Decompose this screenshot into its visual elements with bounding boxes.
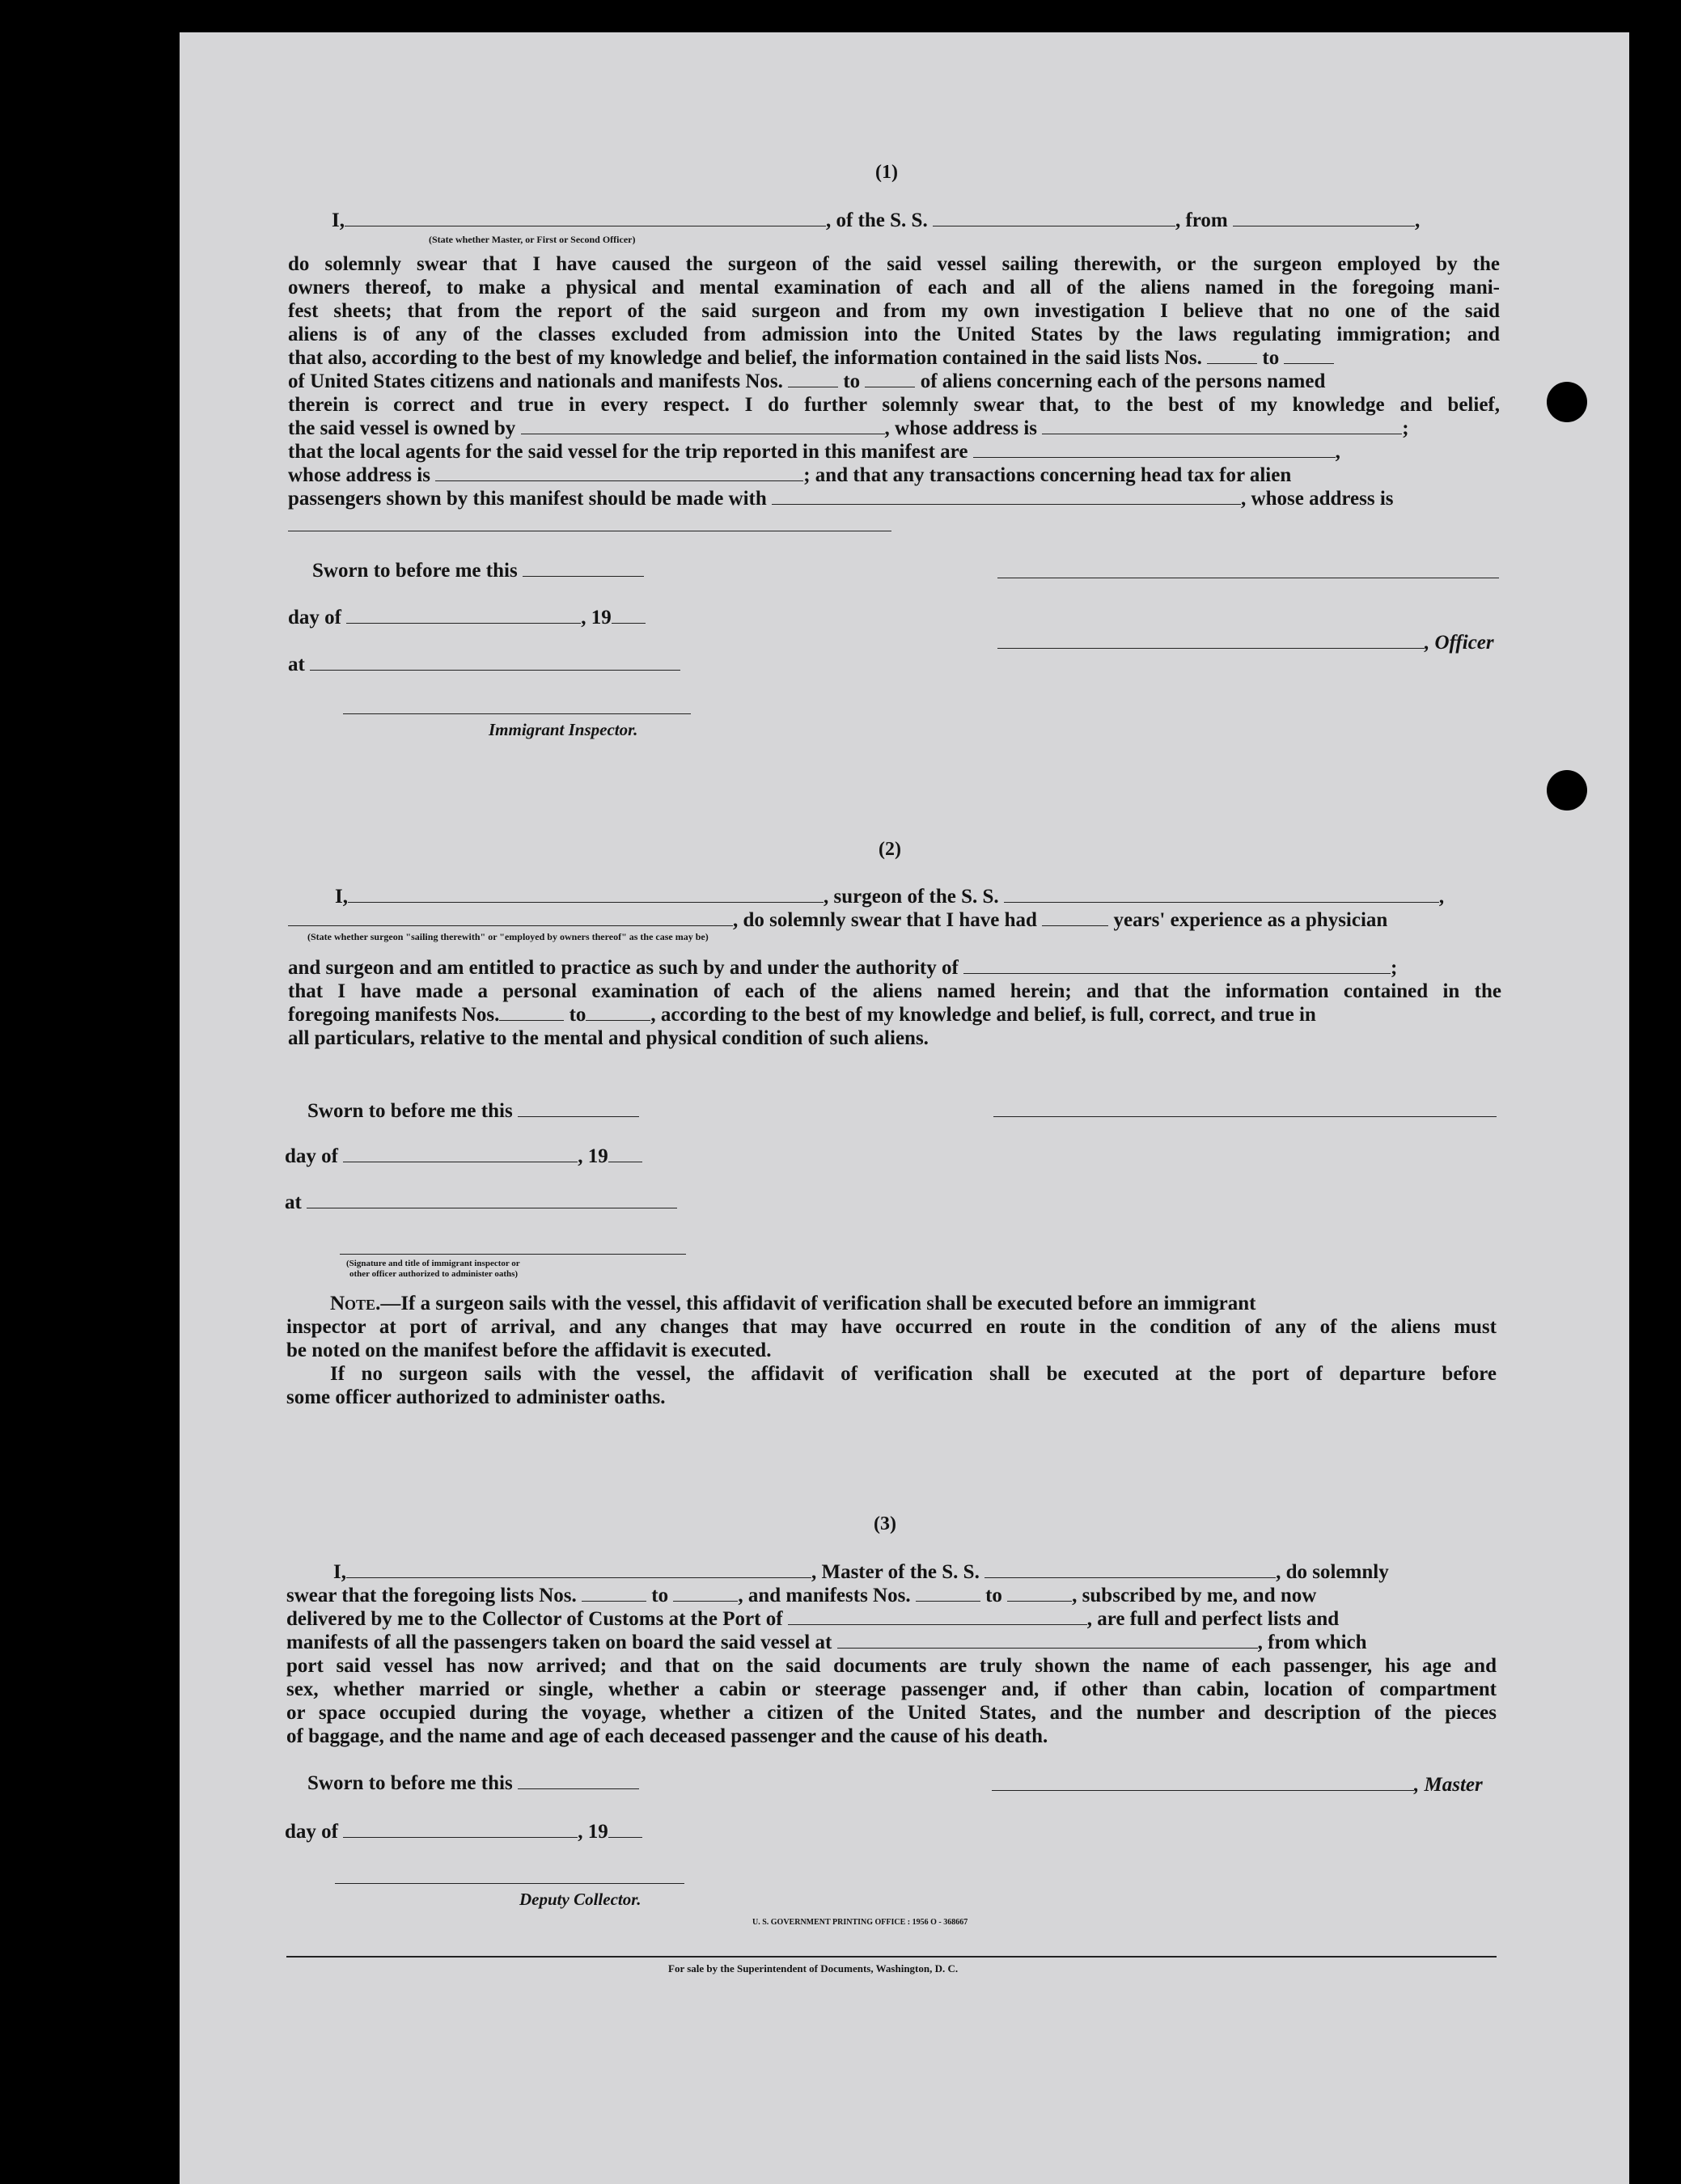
s3-day-of (285, 1820, 642, 1843)
s3-swear-line (286, 1584, 1316, 1607)
s3-and-manifests-text: , and manifests Nos. (738, 1585, 911, 1606)
s2-day-of-label: day of (285, 1145, 338, 1167)
s1-para-line-9 (288, 440, 1340, 463)
s1-from-field[interactable] (1233, 210, 1415, 226)
s2-row-header (335, 885, 1444, 908)
s2-month-field[interactable] (343, 1145, 578, 1162)
s1-para-line-2: owners thereof, to make a physical and mental examination of each and all of the aliens named in the foregoing mani- (288, 277, 1500, 298)
s2-authority-text: and surgeon and am entitled to practice as such by and under the authority of (288, 957, 959, 979)
s1-sworn-label: Sworn to before me this (312, 560, 518, 582)
s2-semicolon: ; (1391, 957, 1398, 979)
s1-para-line-10 (288, 463, 1291, 487)
s2-at-label: at (285, 1191, 302, 1213)
s1-at-field[interactable] (310, 654, 680, 671)
s1-agents-address-text: whose address is (288, 464, 430, 486)
binder-hole-top (1547, 382, 1587, 422)
s2-surgeon-note: (State whether surgeon "sailing therewith" or "employed by owners thereof" as the case may be) (307, 931, 709, 942)
s1-para-line-6 (288, 370, 1325, 393)
s1-row-header (332, 209, 1420, 232)
s2-note-line-1 (330, 1292, 1255, 1315)
section-3-number: (3) (874, 1513, 896, 1534)
s3-master-label: , Master (1414, 1774, 1483, 1796)
s1-to-label: to (1262, 347, 1280, 369)
s1-whose-address-label: , whose address is (884, 417, 1038, 439)
s2-authority-field[interactable] (963, 957, 1391, 974)
s2-solemnly-text: , do solemnly swear that I have had (733, 909, 1037, 931)
s1-head-tax-text: ; and that any transactions concerning head tax for alien (803, 464, 1292, 486)
s3-deputy-signature-line[interactable] (335, 1883, 684, 1884)
s2-day-of (285, 1145, 642, 1168)
s2-years-text: years' experience as a physician (1113, 909, 1388, 931)
s3-master-signature (992, 1773, 1483, 1797)
s3-do-solemnly-text: , do solemnly (1276, 1561, 1389, 1583)
s2-year-field[interactable] (608, 1145, 642, 1162)
s3-delivered-text: delivered by me to the Collector of Customs at the Port of (286, 1608, 783, 1630)
s2-to-label: to (569, 1004, 586, 1026)
s3-master-signature-field[interactable] (992, 1774, 1414, 1791)
s3-from-which-text: , from which (1257, 1632, 1367, 1653)
s1-inspector-signature-line[interactable] (343, 713, 691, 714)
s2-personal-line: that I have made a personal examination of each of the aliens named herein; and that the information contained in the (288, 980, 1501, 1002)
s2-note-text-1: —If a surgeon sails with the vessel, this affidavit of verification shall be executed before an immigrant (380, 1293, 1256, 1314)
s3-para-line-1: port said vessel has now arrived; and that on the said documents are truly shown the name of each passenger, his age and (286, 1655, 1497, 1677)
s2-particulars-line: all particulars, relative to the mental and physical condition of such aliens. (288, 1027, 929, 1049)
s3-master-of-label: , Master of the S. S. (811, 1561, 980, 1583)
s3-sworn (307, 1771, 639, 1795)
s3-port-field[interactable] (788, 1608, 1087, 1625)
s1-master-name-field[interactable] (345, 210, 826, 226)
s3-manifests-from-field[interactable] (916, 1585, 980, 1602)
s1-lists-from-field[interactable] (1207, 347, 1257, 364)
s1-para-line-3: fest sheets; that from the report of the said surgeon and from my own investigation I believe that no one of the said (288, 300, 1500, 322)
s2-signature-note-1: (Signature and title of immigrant inspector or (346, 1259, 520, 1268)
s1-whose-address-end: , whose address is (1241, 488, 1394, 510)
s2-signature-line[interactable] (993, 1116, 1497, 1117)
s1-year-label: , 19 (581, 607, 612, 629)
s2-note-label: Note. (330, 1293, 381, 1314)
s1-head-tax-party-field[interactable] (772, 488, 1241, 505)
s1-manifests-to-field[interactable] (865, 370, 915, 387)
s3-to-label-2: to (985, 1585, 1002, 1606)
s2-i-label: I, (335, 886, 348, 908)
s1-passengers-text: passengers shown by this manifest should be made with (288, 488, 767, 510)
s1-year-field[interactable] (612, 607, 646, 624)
s1-para-line-1: do solemnly swear that I have caused the surgeon of the said vessel sailing therewith, or the surgeon employed by the (288, 253, 1500, 275)
s1-officer-label: , Officer (1425, 632, 1494, 654)
s1-manifests-from-field[interactable] (788, 370, 838, 387)
s3-master-name-field[interactable] (346, 1561, 811, 1578)
section-1-number: (1) (875, 162, 898, 183)
s1-master-note: (State whether Master, or First or Second Officer) (429, 234, 636, 245)
s2-according-text: , according to the best of my knowledge and belief, is full, correct, and true in (650, 1004, 1316, 1026)
s1-manifests-text: of United States citizens and nationals and manifests Nos. (288, 370, 783, 392)
s1-para-line-7: therein is correct and true in every respect. I do further solemnly swear that, to the best of my knowledge and belief, (288, 394, 1500, 416)
s3-vessel-field[interactable] (984, 1561, 1276, 1578)
s1-sworn (312, 559, 644, 582)
s3-sworn-label: Sworn to before me this (307, 1772, 513, 1794)
s2-year-label: , 19 (578, 1145, 608, 1167)
s3-para-line-4: of baggage, and the name and age of each deceased passenger and the cause of his death. (286, 1725, 1048, 1747)
s1-to-label-2: to (843, 370, 861, 392)
s1-i-label: I, (332, 210, 345, 231)
s2-note-line-3: be noted on the manifest before the affidavit is executed. (286, 1340, 772, 1361)
s2-at (285, 1191, 677, 1214)
s1-para-line-11 (288, 487, 1394, 510)
s1-agents-field[interactable] (973, 441, 1336, 458)
binder-hole-bottom (1547, 770, 1587, 811)
s1-para-line-8 (288, 417, 1409, 440)
s3-delivered-line (286, 1607, 1339, 1631)
s1-inspector-label: Immigrant Inspector. (489, 720, 638, 739)
s3-para-line-3: or space occupied during the voyage, whether a citizen of the United States, and the number and description of the pieces (286, 1702, 1497, 1724)
s1-para-line-4: aliens is of any of the classes excluded from admission into the United States by the laws regulating immigration; and (288, 324, 1500, 345)
s1-of-ss-label: , of the S. S. (825, 210, 928, 231)
s1-vessel-field[interactable] (933, 210, 1175, 226)
s1-officer (997, 631, 1494, 654)
s3-manifests-to-field[interactable] (1007, 1585, 1072, 1602)
s2-note2-line-1: If no surgeon sails with the vessel, the affidavit of verification shall be executed at the port of departure before (330, 1363, 1497, 1385)
s1-owned-text: the said vessel is owned by (288, 417, 516, 439)
sale-notice: For sale by the Superintendent of Documents, Washington, D. C. (668, 1962, 959, 1974)
s3-manifests-all-line (286, 1631, 1367, 1654)
s2-sworn-day-field[interactable] (518, 1100, 639, 1117)
s2-vessel-field[interactable] (1004, 886, 1439, 903)
s3-sworn-day-field[interactable] (518, 1772, 639, 1789)
s1-aliens-text: of aliens concerning each of the persons named (920, 370, 1326, 392)
s2-inspector-signature-line[interactable] (340, 1254, 686, 1255)
s1-lists-text: that also, according to the best of my knowledge and belief, the information contained in the said lists Nos. (288, 347, 1202, 369)
s3-lists-from-field[interactable] (582, 1585, 646, 1602)
s3-full-text: , are full and perfect lists and (1086, 1608, 1340, 1630)
s2-row-2 (288, 908, 1387, 932)
s3-swear-text: swear that the foregoing lists Nos. (286, 1585, 577, 1606)
s3-i-label: I, (333, 1561, 346, 1583)
s1-from-label: , from (1175, 210, 1228, 231)
s1-at (288, 653, 680, 676)
s2-sworn (307, 1099, 639, 1123)
s1-owner-field[interactable] (521, 417, 885, 434)
s1-officer-field[interactable] (997, 632, 1425, 649)
s1-comma-2: , (1335, 441, 1340, 463)
footer-rule (286, 1956, 1497, 1958)
s1-day-of (288, 606, 646, 629)
s3-manifests-all-text: manifests of all the passengers taken on board the said vessel at (286, 1632, 832, 1653)
s3-lists-to-field[interactable] (673, 1585, 738, 1602)
s1-agents-text: that the local agents for the said vessel for the trip reported in this manifest are (288, 441, 968, 463)
s2-surgeon-status-field[interactable] (288, 909, 733, 926)
s3-month-field[interactable] (343, 1821, 578, 1838)
s2-foregoing-line (288, 1003, 1316, 1026)
s3-year-field[interactable] (608, 1821, 642, 1838)
s3-year-label: , 19 (578, 1821, 608, 1843)
s3-subscribed-text: , subscribed by me, and now (1072, 1585, 1317, 1606)
s3-deputy-label: Deputy Collector. (519, 1890, 641, 1909)
s1-sworn-day-field[interactable] (523, 560, 644, 577)
s3-day-of-label: day of (285, 1821, 338, 1843)
s1-lists-to-field[interactable] (1284, 347, 1334, 364)
s2-signature-note-2: other officer authorized to administer oaths) (349, 1269, 519, 1279)
s1-para-line-5 (288, 346, 1334, 370)
s3-to-label: to (651, 1585, 669, 1606)
s2-comma: , (1438, 886, 1445, 908)
s3-row-header (333, 1560, 1389, 1584)
s2-authority-line (288, 956, 1397, 980)
s1-agents-address-field[interactable] (435, 464, 803, 481)
s2-surgeon-of-label: , surgeon of the S. S. (823, 886, 999, 908)
s1-at-label: at (288, 654, 305, 675)
s3-para-line-2: sex, whether married or single, whether a cabin or steerage passenger and, if other than cabin, location of compartment (286, 1678, 1497, 1700)
s2-manifests-to-field[interactable] (586, 1004, 650, 1021)
s2-at-field[interactable] (307, 1191, 677, 1208)
s1-day-of-label: day of (288, 607, 341, 629)
s1-owner-address-field[interactable] (1042, 417, 1402, 434)
s3-boarded-at-field[interactable] (837, 1632, 1258, 1649)
section-2-number: (2) (879, 839, 901, 860)
s1-comma: , (1415, 210, 1421, 231)
s2-manifests-from-field[interactable] (499, 1004, 564, 1021)
gpo-imprint: U. S. GOVERNMENT PRINTING OFFICE : 1956 O - 368667 (752, 1918, 968, 1927)
s2-surgeon-name-field[interactable] (348, 886, 824, 903)
s2-years-field[interactable] (1042, 909, 1108, 926)
s2-note-line-2: inspector at port of arrival, and any changes that may have occurred en route in the condition of any of the aliens must (286, 1316, 1497, 1338)
s2-sworn-label: Sworn to before me this (307, 1100, 513, 1122)
s1-semicolon: ; (1402, 417, 1409, 439)
s2-note2-line-2: some officer authorized to administer oaths. (286, 1386, 666, 1408)
s1-month-field[interactable] (346, 607, 581, 624)
s2-foregoing-text: foregoing manifests Nos. (288, 1004, 500, 1026)
